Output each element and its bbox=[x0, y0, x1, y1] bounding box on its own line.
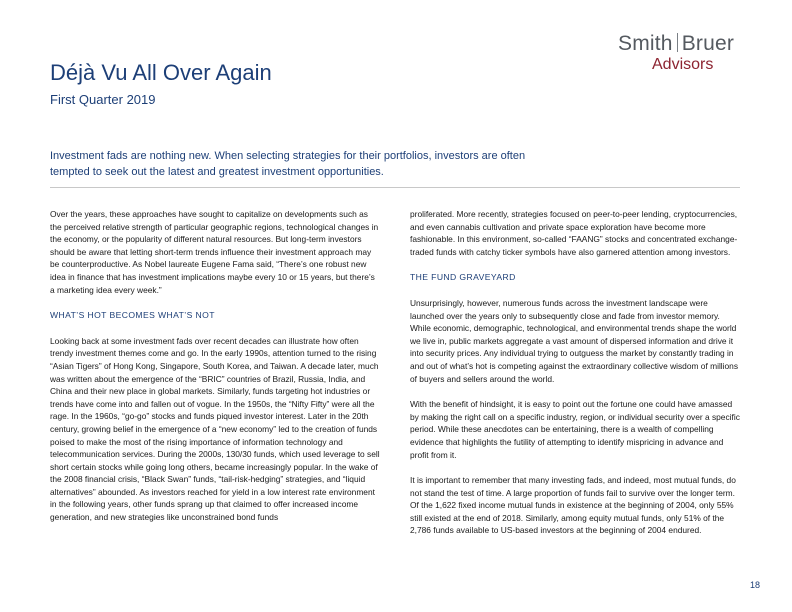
left-paragraph-2: Looking back at some investment fads over recent decades can illustrate how often trendy investment themes come and go. In the early 1990s, attention turned to the rising “Asian Tigers” of Hong Kong, Singapore, South Korea, and Taiwan. A decade later, much was written about the emergence of the “BRIC” countries of Brazil, Russia, India, and China and their new place in global markets. Similarly, funds targeting hot industries or trends have come into and fallen out of vogue. In the 1950s, the “Nifty Fifty” were all the rage. In the 1960s, “go-go” stocks and funds piqued investor interest. Later in the 20th century, growing belief in the emergence of a “new economy” led to the creation of funds poised to make the most of the rising importance of information technology and telecommunication services. During the 2000s, 130/30 funds, which used leverage to sell short certain stocks while going long others, became increasingly popular. In the wake of the 2008 financial crisis, “Black Swan” funds, “tail-risk-hedging” strategies, and “liquid alternatives” abounded. As investors reached for yield in a low interest rate environment in the following years, other funds sprang up that claimed to offer increased income generation, and new strategies like unconstrained bond funds bbox=[50, 335, 380, 523]
intro-paragraph: Investment fads are nothing new. When selecting strategies for their portfolios, investors are often tempted to seek out the latest and greatest investment opportunities. bbox=[50, 150, 526, 178]
right-column bbox=[410, 208, 740, 550]
right-paragraph-4: It is important to remember that many investing fads, and indeed, most mutual funds, do not stand the test of time. A large proportion of funds fail to survive over the longer term. Of the 1,622 fixed income mutual funds in existence at the beginning of 2004, only 55% still existed at the end of 2018. Similarly, among equity mutual funds, only 51% of the 2,786 funds available to US-based investors at the beginning of 2004 endured. bbox=[410, 475, 736, 536]
left-paragraph-1: Over the years, these approaches have sought to capitalize on developments such as the perceived relative strength of particular geographic regions, technological changes in the economy, or the popularity of different natural resources. But long-term investors should be aware that letting short-term trends influence their investment approach may be counterproductive. As Nobel laureate Eugene Fama said, “There’s one robust new idea in finance that has investment implications maybe every 10 or 15 years, but there’s a marketing idea every week.” bbox=[50, 209, 379, 295]
right-paragraph-1: proliferated. More recently, strategies focused on peer-to-peer lending, cryptocurrencies, and even cannabis cultivation and private space exploration have become more fashionable. In this environment, so-called “FAANG” stocks and concentrated exchange-traded funds with catchy ticker symbols have also garnered attention among investors. bbox=[410, 209, 738, 257]
page-subtitle: First Quarter 2019 bbox=[50, 92, 156, 107]
page-title: Déjà Vu All Over Again bbox=[50, 60, 272, 85]
company-logo bbox=[618, 32, 758, 74]
logo-divider bbox=[677, 33, 678, 52]
section-heading-whats-hot: WHAT’S HOT BECOMES WHAT’S NOT bbox=[50, 310, 215, 321]
section-heading-fund-graveyard: THE FUND GRAVEYARD bbox=[410, 272, 516, 283]
page-number: 18 bbox=[749, 580, 760, 590]
divider-rule bbox=[50, 187, 740, 188]
logo-name-right: Bruer bbox=[681, 32, 735, 55]
right-paragraph-3: With the benefit of hindsight, it is easy to point out the fortune one could have amassed by making the right call on a specific industry, region, or individual security over a specific period. While these anecdotes can be entertaining, there is a wealth of compelling evidence that highlights the futility of attempting to identify mispricing in advance and profit from it. bbox=[410, 399, 740, 460]
logo-name-left: Smith bbox=[618, 32, 673, 55]
right-paragraph-2: Unsurprisingly, however, numerous funds across the investment landscape were launched over the years only to subsequently close and fade from investor memory. While economic, demographic, technological, and environmental trends shape the world we live in, public markets aggregate a vast amount of dispersed information and drive it into security prices. Any individual trying to outguess the market by constantly trading in and out of what’s hot is competing against the extraordinary collective wisdom of millions of buyers and sellers around the world. bbox=[410, 297, 739, 384]
logo-wordmark bbox=[618, 32, 758, 56]
logo-subtitle: Advisors bbox=[652, 56, 714, 73]
left-column bbox=[50, 208, 380, 537]
